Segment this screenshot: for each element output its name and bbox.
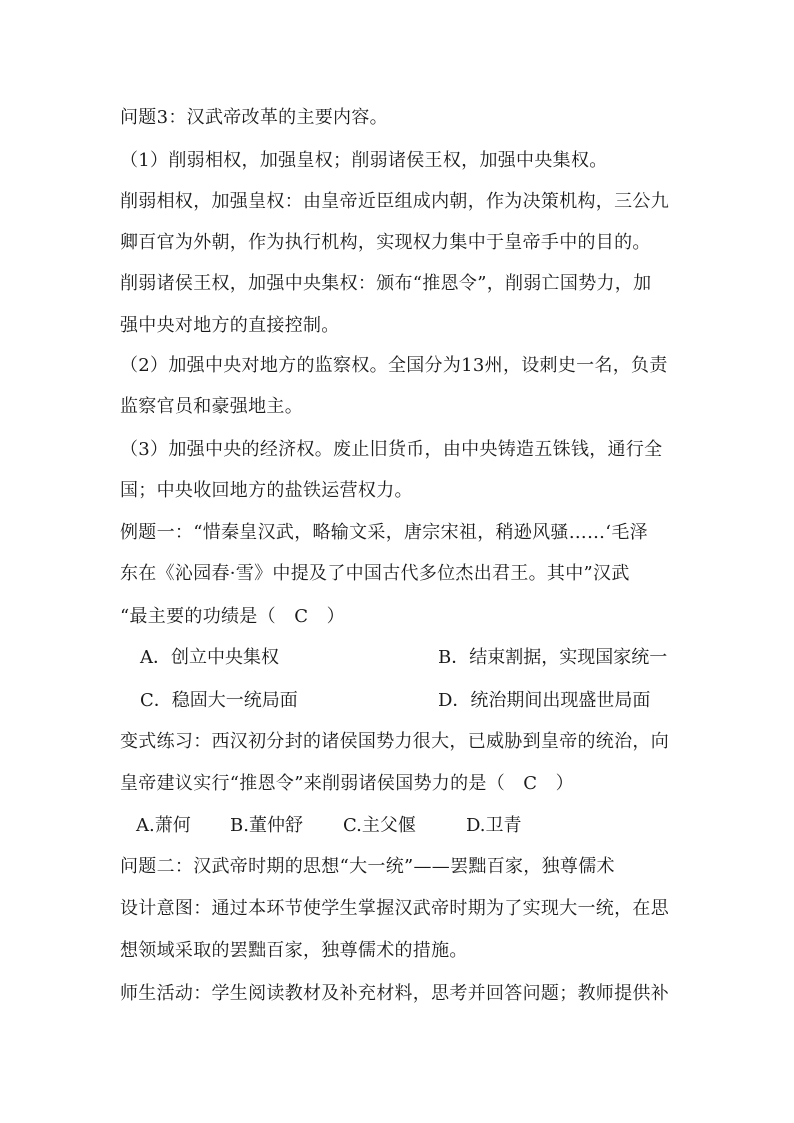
paragraph-line: 削弱诸侯王权，加强中央集权：颁布“推恩令”，削弱亡国势力，加 [120, 273, 652, 294]
variant-exercise-line: 皇帝建议实行“推恩令”来削弱诸侯国势力的是（ C ） [120, 773, 574, 794]
variant-option-b: B.董仲舒 [230, 815, 303, 836]
example-1-line: “最主要的功绩是（ C ） [120, 606, 345, 627]
point-1-heading: （1）削弱相权，加强皇权；削弱诸侯王权，加强中央集权。 [120, 150, 608, 171]
paragraph-line: 强中央对地方的直接控制。 [120, 315, 340, 336]
example-1-option-d: D．统治期间出现盛世局面 [438, 690, 651, 711]
point-3-line: （3）加强中央的经济权。废止旧货币，由中央铸造五铢钱，通行全 [120, 439, 663, 460]
paragraph-line: 卿百官为外朝，作为执行机构，实现权力集中于皇帝手中的目的。 [120, 232, 651, 253]
variant-option-a: A.萧何 [136, 815, 191, 836]
point-2-line: 监察官员和豪强地主。 [120, 396, 303, 417]
variant-option-d: D.卫青 [466, 815, 522, 836]
example-1-line: 例题一：“惜秦皇汉武，略输文采，唐宗宋祖，稍逊风骚……‘毛泽 [120, 522, 648, 543]
example-1-option-c: C．稳固大一统局面 [140, 690, 298, 711]
design-intent-line: 设计意图：通过本环节使学生掌握汉武帝时期为了实现大一统，在思 [120, 898, 669, 919]
question-2-heading: 问题二：汉武帝时期的思想“大一统”——罢黜百家，独尊儒术 [120, 856, 615, 877]
activity-line: 师生活动：学生阅读教材及补充材料，思考并回答问题；教师提供补 [120, 983, 669, 1004]
example-1-option-b: B．结束割据，实现国家统一 [438, 647, 668, 668]
example-1-option-a: A．创立中央集权 [140, 647, 279, 668]
point-2-line: （2）加强中央对地方的监察权。全国分为13州，设刺史一名，负责 [120, 355, 668, 376]
example-1-line: 东在《沁园春·雪》中提及了中国古代多位杰出君王。其中”汉武 [120, 563, 630, 584]
question-3-heading: 问题3：汉武帝改革的主要内容。 [120, 107, 388, 128]
point-3-line: 国；中央收回地方的盐铁运营权力。 [120, 480, 413, 501]
variant-exercise-line: 变式练习：西汉初分封的诸侯国势力很大，已威胁到皇帝的统治，向 [120, 731, 669, 752]
design-intent-line: 想领域采取的罢黜百家，独尊儒术的措施。 [120, 940, 468, 961]
variant-option-c: C.主父偃 [343, 815, 416, 836]
paragraph-line: 削弱相权，加强皇权：由皇帝近臣组成内朝，作为决策机构，三公九 [120, 191, 669, 212]
